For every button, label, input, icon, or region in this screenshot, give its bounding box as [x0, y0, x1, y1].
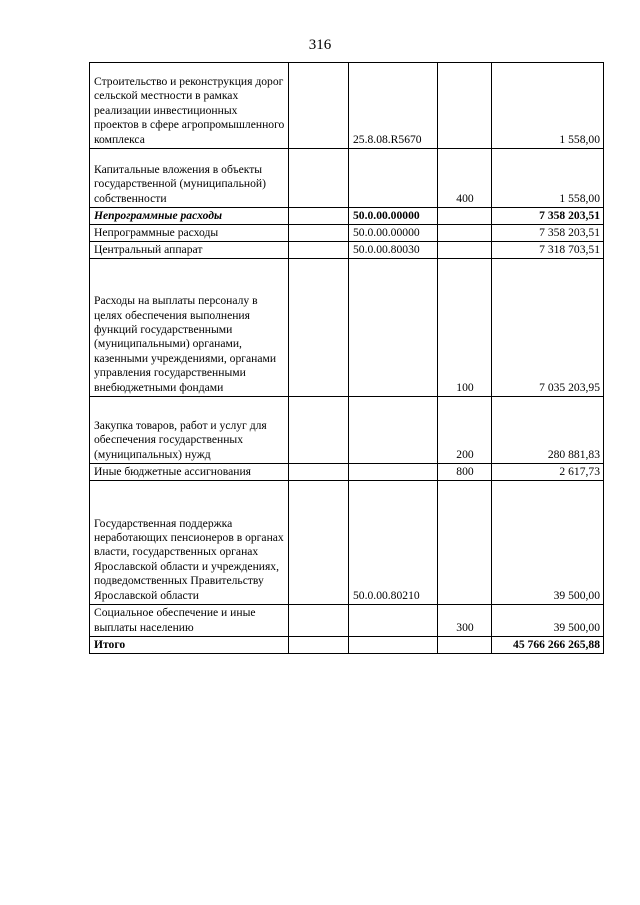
- row-name: Иные бюджетные ассигнования: [90, 464, 289, 481]
- table-row: [90, 63, 604, 149]
- row-empty-cell: [289, 464, 349, 481]
- row-sum: 39 500,00: [492, 481, 604, 605]
- row-sum: 45 766 266 265,88: [492, 637, 604, 654]
- table-row: [90, 464, 604, 481]
- row-empty-cell: [289, 63, 349, 149]
- row-code: 50.0.00.80030: [349, 242, 438, 259]
- budget-table: [89, 62, 604, 654]
- row-name: Государственная поддержка неработающих пенсионеров в органах власти, государственных органах Ярославской области и учреждениях, подведомственных Правительству Ярославской области: [90, 481, 289, 605]
- row-expense-type: 200: [438, 397, 492, 464]
- row-name: Закупка товаров, работ и услуг для обеспечения государственных (муниципальных) нужд: [90, 397, 289, 464]
- table-row: [90, 481, 604, 605]
- row-expense-type: 400: [438, 149, 492, 208]
- row-sum: 7 318 703,51: [492, 242, 604, 259]
- row-expense-type: 300: [438, 605, 492, 637]
- table-row: [90, 242, 604, 259]
- row-sum: 2 617,73: [492, 464, 604, 481]
- table-row: [90, 397, 604, 464]
- row-name: Социальное обеспечение и иные выплаты населению: [90, 605, 289, 637]
- table-row: [90, 208, 604, 225]
- row-sum: 7 035 203,95: [492, 259, 604, 397]
- row-name: Расходы на выплаты персоналу в целях обеспечения выполнения функций государственными (муниципальными) органами, казенными учреждениями, органами управления государственными внебюджетными фондами: [90, 259, 289, 397]
- row-name: Непрограммные расходы: [90, 225, 289, 242]
- row-empty-cell: [289, 149, 349, 208]
- row-empty-cell: [289, 259, 349, 397]
- row-expense-type: [438, 242, 492, 259]
- row-empty-cell: [289, 242, 349, 259]
- row-expense-type: 100: [438, 259, 492, 397]
- row-code: [349, 605, 438, 637]
- row-sum: 39 500,00: [492, 605, 604, 637]
- row-empty-cell: [289, 225, 349, 242]
- row-name: Капитальные вложения в объекты государственной (муниципальной) собственности: [90, 149, 289, 208]
- table-row: [90, 149, 604, 208]
- row-code: 50.0.00.00000: [349, 208, 438, 225]
- row-expense-type: [438, 208, 492, 225]
- row-expense-type: [438, 225, 492, 242]
- row-name: Итого: [90, 637, 289, 654]
- row-sum: 280 881,83: [492, 397, 604, 464]
- row-expense-type: [438, 481, 492, 605]
- row-sum: 1 558,00: [492, 149, 604, 208]
- row-code: 50.0.00.80210: [349, 481, 438, 605]
- row-code: [349, 637, 438, 654]
- row-expense-type: [438, 63, 492, 149]
- row-code: [349, 149, 438, 208]
- row-code: [349, 464, 438, 481]
- row-expense-type: [438, 637, 492, 654]
- row-name: Непрограммные расходы: [90, 208, 289, 225]
- table-row: [90, 259, 604, 397]
- table-row: [90, 605, 604, 637]
- row-empty-cell: [289, 481, 349, 605]
- row-empty-cell: [289, 397, 349, 464]
- page-number: 316: [308, 37, 332, 53]
- table-row: [90, 637, 604, 654]
- row-sum: 7 358 203,51: [492, 225, 604, 242]
- row-sum: 1 558,00: [492, 63, 604, 149]
- row-code: [349, 397, 438, 464]
- row-empty-cell: [289, 208, 349, 225]
- row-name: Строительство и реконструкция дорог сельской местности в рамках реализации инвестиционных проектов в сфере агропромышленного комплекса: [90, 63, 289, 149]
- row-code: [349, 259, 438, 397]
- row-empty-cell: [289, 605, 349, 637]
- row-sum: 7 358 203,51: [492, 208, 604, 225]
- row-code: 25.8.08.R5670: [349, 63, 438, 149]
- row-empty-cell: [289, 637, 349, 654]
- table-row: [90, 225, 604, 242]
- row-name: Центральный аппарат: [90, 242, 289, 259]
- row-expense-type: 800: [438, 464, 492, 481]
- row-code: 50.0.00.00000: [349, 225, 438, 242]
